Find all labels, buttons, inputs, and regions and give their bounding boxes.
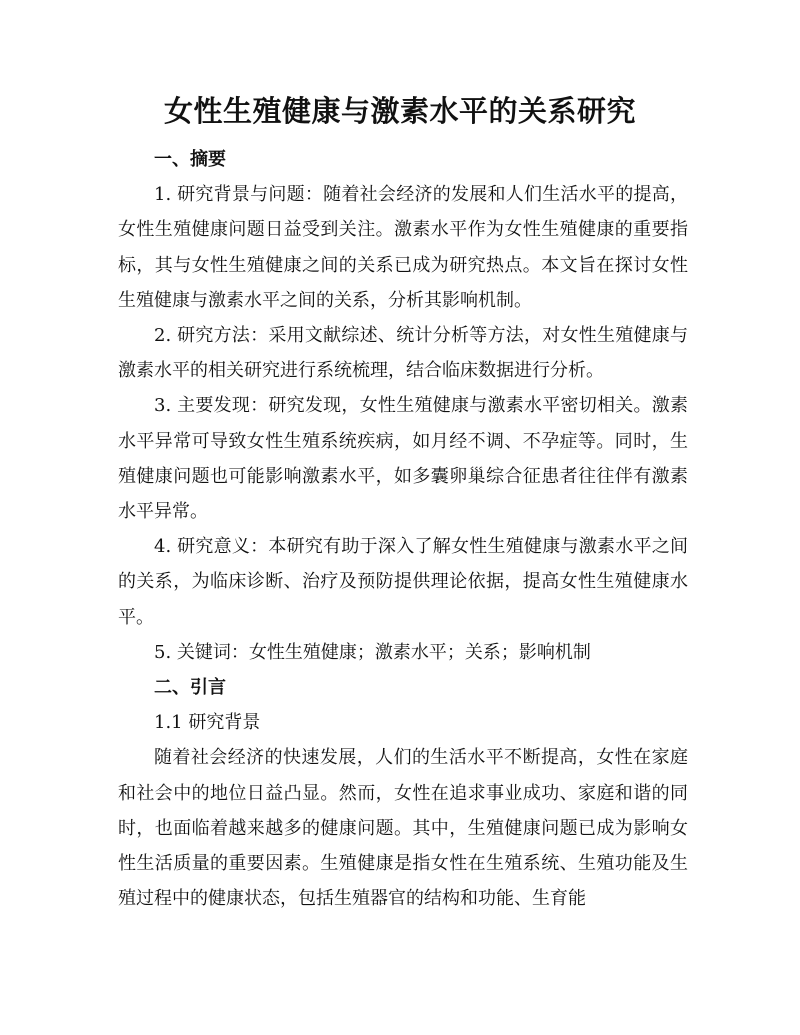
abstract-item-keywords: 5. 关键词：女性生殖健康；激素水平；关系；影响机制	[154, 641, 591, 663]
abstract-item-background: 1. 研究背景与问题：随着社会经济的发展和人们生活水平的提高，女性生殖健康问题日益受到关注。激素水平作为女性生殖健康的重要指标，其与女性生殖健康之间的关系已成为研究热点。本文旨在探讨女性生殖健康与激素水平之间的关系，分析其影响机制。	[118, 184, 688, 311]
subsection-heading-background: 1.1 研究背景	[154, 712, 261, 734]
document-title: 女性生殖健康与激素水平的关系研究	[163, 94, 636, 128]
section-heading-abstract: 一、摘要	[154, 149, 226, 170]
abstract-item-method: 2. 研究方法：采用文献综述、统计分析等方法，对女性生殖健康与激素水平的相关研究进行系统梳理，结合临床数据进行分析。	[118, 325, 688, 382]
document-body	[118, 142, 688, 916]
abstract-item-significance: 4. 研究意义：本研究有助于深入了解女性生殖健康与激素水平之间的关系，为临床诊断、治疗及预防提供理论依据，提高女性生殖健康水平。	[118, 536, 688, 628]
section-heading-introduction: 二、引言	[154, 677, 226, 699]
abstract-item-findings: 3. 主要发现：研究发现，女性生殖健康与激素水平密切相关。激素水平异常可导致女性生殖系统疾病，如月经不调、不孕症等。同时，生殖健康问题也可能影响激素水平，如多囊卵巢综合征患者往往伴有激素水平异常。	[118, 395, 688, 523]
introduction-paragraph: 随着社会经济的快速发展，人们的生活水平不断提高，女性在家庭和社会中的地位日益凸显。然而，女性在追求事业成功、家庭和谐的同时，也面临着越来越多的健康问题。其中，生殖健康问题已成为影响女性生活质量的重要因素。生殖健康是指女性在生殖系统、生殖功能及生殖过程中的健康状态，包括生殖器官的结构和功能、生育能	[118, 747, 688, 910]
